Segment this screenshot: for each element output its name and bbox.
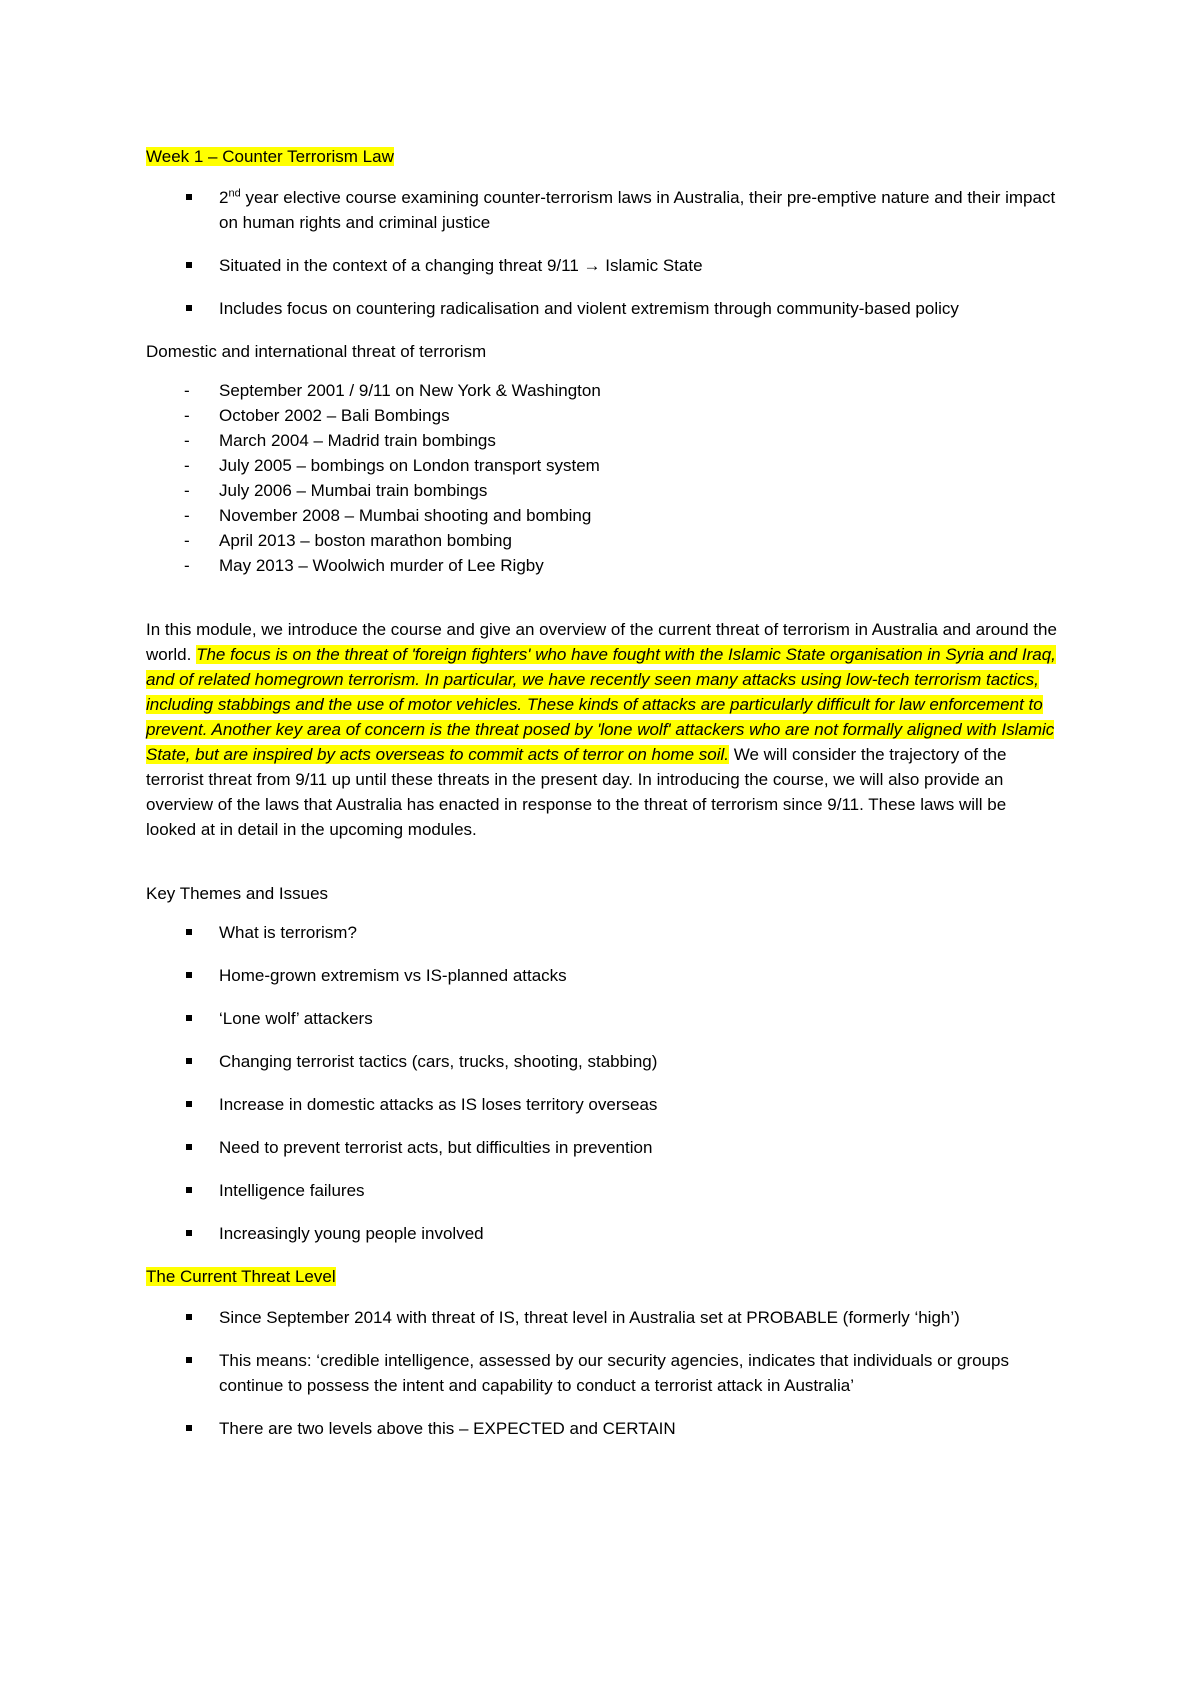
list-item: Situated in the context of a changing threat 9/11 → Islamic State [146,253,1060,278]
dash-bullet-icon: - [184,456,190,475]
list-item: Home-grown extremism vs IS-planned attacks [146,963,1060,988]
themes-heading: Key Themes and Issues [146,884,329,903]
list-item: - October 2002 – Bali Bombings [146,403,1060,428]
list-item: ‘Lone wolf’ attackers [146,1006,1060,1031]
list-item: This means: ‘credible intelligence, assessed by our security agencies, indicates that individuals or groups continue to possess the intent and capability to conduct a terrorist attack in Australia’ [146,1348,1060,1398]
square-bullet-icon [186,1015,192,1021]
list-item: Changing terrorist tactics (cars, trucks, shooting, stabbing) [146,1049,1060,1074]
module-paragraph: In this module, we introduce the course and give an overview of the current threat of terrorism in Australia and around the world. The focus is on the threat of 'foreign fighters' who have fought with the Islamic State organisation in Syria and Iraq, and of related homegrown terrorism. In particular, we have recently seen many attacks using low-tech terrorism tactics, including stabbings and the use of motor vehicles. These kinds of attacks are particularly difficult for law enforcement to prevent. Another key area of concern is the threat posed by 'lone wolf' attackers who are not formally aligned with Islamic State, but are inspired by acts overseas to commit acts of terror on home soil. We will consider the trajectory of the terrorist threat from 9/11 up until these threats in the present day. In introducing the course, we will also provide an overview of the laws that Australia has enacted in response to the threat of terrorism since 9/11. These laws will be looked at in detail in the upcoming modules. [146,620,1057,839]
square-bullet-icon [186,1144,192,1150]
events-list [146,378,1060,578]
list-item: - September 2001 / 9/11 on New York & Washington [146,378,1060,403]
square-bullet-icon [186,1187,192,1193]
themes-list [146,920,1060,1246]
intro-bullet-list [146,185,1060,321]
dash-bullet-icon: - [184,406,190,425]
square-bullet-icon [186,1357,192,1363]
square-bullet-icon [186,1101,192,1107]
list-item: Since September 2014 with threat of IS, threat level in Australia set at PROBABLE (formerly ‘high’) [146,1305,1060,1330]
square-bullet-icon [186,305,192,311]
list-item: Includes focus on countering radicalisation and violent extremism through community-based policy [146,296,1060,321]
list-item: - November 2008 – Mumbai shooting and bombing [146,503,1060,528]
threat-list [146,1305,1060,1441]
square-bullet-icon [186,1230,192,1236]
square-bullet-icon [186,1314,192,1320]
list-item: - July 2005 – bombings on London transport system [146,453,1060,478]
dash-bullet-icon: - [184,431,190,450]
list-item: - May 2013 – Woolwich murder of Lee Rigby [146,553,1060,578]
dash-bullet-icon: - [184,506,190,525]
list-item: Increase in domestic attacks as IS loses territory overseas [146,1092,1060,1117]
dash-bullet-icon: - [184,556,190,575]
square-bullet-icon [186,972,192,978]
list-item: Need to prevent terrorist acts, but difficulties in prevention [146,1135,1060,1160]
list-item: Increasingly young people involved [146,1221,1060,1246]
square-bullet-icon [186,194,192,200]
square-bullet-icon [186,929,192,935]
list-item: - March 2004 – Madrid train bombings [146,428,1060,453]
square-bullet-icon [186,262,192,268]
list-item: 2nd year elective course examining counter-terrorism laws in Australia, their pre-emptive nature and their impact on human rights and criminal justice [146,185,1060,235]
dash-bullet-icon: - [184,531,190,550]
threat-heading: The Current Threat Level [146,1267,336,1286]
list-item: There are two levels above this – EXPECTED and CERTAIN [146,1416,1060,1441]
document-title: Week 1 – Counter Terrorism Law [146,147,394,166]
dash-bullet-icon: - [184,381,190,400]
list-item: What is terrorism? [146,920,1060,945]
highlighted-passage: The focus is on the threat of 'foreign fighters' who have fought with the Islamic State organisation in Syria and Iraq, and of related homegrown terrorism. In particular, we have recently seen many attacks using low-tech terrorism tactics, including stabbings and the use of motor vehicles. These kinds of attacks are particularly difficult for law enforcement to prevent. Another key area of concern is the threat posed by 'lone wolf' attackers who are not formally aligned with Islamic State, but are inspired by acts overseas to commit acts of terror on home soil. [146,645,1056,764]
list-item: Intelligence failures [146,1178,1060,1203]
domestic-heading: Domestic and international threat of terrorism [146,342,487,361]
square-bullet-icon [186,1058,192,1064]
list-item: - April 2013 – boston marathon bombing [146,528,1060,553]
square-bullet-icon [186,1425,192,1431]
list-item: - July 2006 – Mumbai train bombings [146,478,1060,503]
dash-bullet-icon: - [184,481,190,500]
